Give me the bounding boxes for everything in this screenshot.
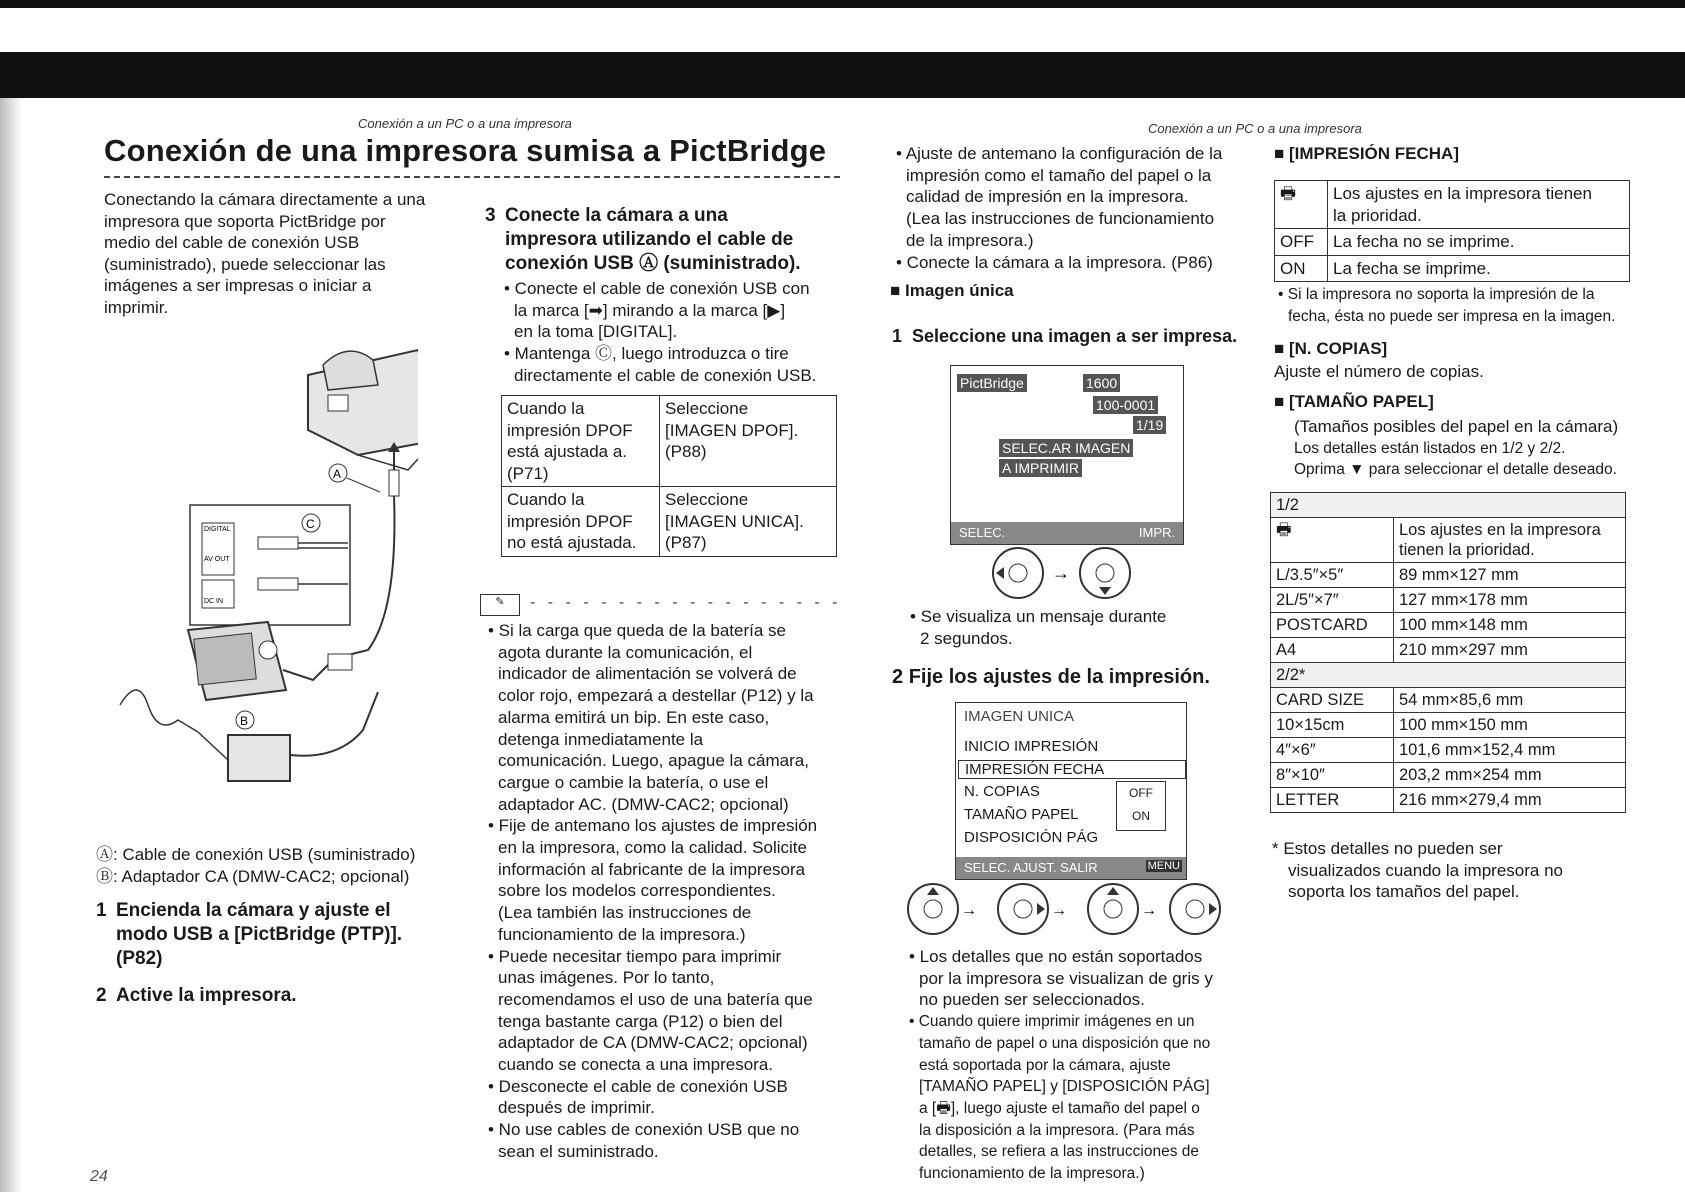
papel-key: POSTCARD: [1271, 613, 1394, 638]
page-indicator: 2/2*: [1271, 663, 1626, 688]
select-message-1: SELEC.AR IMAGEN: [999, 439, 1133, 457]
step-2-left: 2 Active la impresora.: [96, 985, 297, 1006]
fecha-value: La fecha se imprime.: [1328, 255, 1630, 282]
heading-impresion-fecha: ■ [IMPRESIÓN FECHA]: [1274, 144, 1459, 163]
dpof-condition: Cuando la impresión DPOF no está ajustada.: [502, 487, 660, 557]
select-message-2: A IMPRIMIR: [999, 459, 1082, 477]
menu-item: INICIO IMPRESIÓN: [964, 738, 1099, 755]
running-header-left: Conexión a un PC o a una impresora: [358, 116, 572, 131]
dpad-icon: [1170, 884, 1220, 934]
papel-key: A4: [1271, 638, 1394, 663]
port-dcin-label: DC IN: [204, 598, 224, 605]
menu-item: TAMAÑO PAPEL: [964, 806, 1079, 823]
table-row: [502, 487, 837, 557]
dpof-condition: Cuando la impresión DPOF está ajustada a. (P71): [502, 396, 660, 487]
lcd1-note: • Se visualiza un mensaje durante 2 segundos.: [910, 607, 1167, 648]
menu-item-selected: IMPRESIÓN FECHA: [958, 760, 1186, 779]
arrow-icon: →: [961, 902, 977, 919]
fecha-note: • Si la impresora no soporta la impresión de la fecha, ésta no puede ser impresa en la imagen.: [1278, 286, 1616, 325]
dpad-icon: [998, 884, 1048, 934]
papel-footnote: * Estos detalles no pueden ser visualizados cuando la impresora no soporta los tamaños del papel.: [1272, 839, 1563, 901]
table-row: [1275, 229, 1630, 256]
table-row: [1271, 613, 1626, 638]
menu-item: DISPOSICIÓN PÁG: [964, 829, 1099, 846]
list-item: • No use cables de conexión USB que no sean el suministrado.: [488, 1120, 800, 1161]
section-imagen-unica: ■ Imagen única: [890, 281, 1014, 300]
step-3-bullets: • Conecte el cable de conexión USB con la marca [➡] mirando a la marca [▶] en la toma [DIGITAL]. • Mantenga Ⓒ, luego introduzca o tire directamente el cable de conexión USB.: [504, 279, 817, 385]
step-1-left: 1 Encienda la cámara y ajuste el modo USB a [PictBridge (PTP)]. (P82): [96, 900, 403, 969]
page-title: Conexión de una impresora sumisa a PictBridge: [104, 133, 827, 168]
papel-value: 100 mm×150 mm: [1394, 713, 1626, 738]
dpof-action: Seleccione [IMAGEN UNICA]. (P87): [660, 487, 837, 557]
step-1-right: 1 Seleccione una imagen a ser impresa.: [892, 326, 1238, 346]
papel-key: CARD SIZE: [1271, 688, 1394, 713]
list-item: • Cuando quiere imprimir imágenes en un tamaño de papel o una disposición que no está soportada por la cámara, ajuste [TAMAÑO PAPEL] y [DISPOSICIÓN PÁG] a [🖶], luego ajuste el tamaño del papel o la disposición a la impresora. (Para más detalles, se refiera a las instrucciones de funcionamiento de la impresora.): [909, 1013, 1211, 1183]
fecha-table: [1274, 180, 1630, 282]
table-row: [1271, 688, 1626, 713]
table-row: [502, 396, 837, 487]
diagram-label-a: A: [333, 467, 342, 481]
table-row: [1271, 738, 1626, 763]
step-3: 3 Conecte la cámara a una impresora utilizando el cable de conexión USB Ⓐ (suministrado).: [485, 205, 801, 274]
page-edge: [0, 98, 22, 1192]
dpad-icon: [1080, 548, 1130, 598]
image-size: 1600: [1083, 374, 1120, 392]
table-row: [1271, 588, 1626, 613]
dpof-table: [501, 395, 837, 557]
table-row: [1271, 763, 1626, 788]
col3-bottom-notes: [905, 946, 1255, 1185]
dpad-sequence-1: [990, 545, 1140, 601]
papel-key: 4″×6″: [1271, 738, 1394, 763]
list-item: • Los detalles que no están soportados por la impresora se visualizan de gris y no pueden ser seleccionados.: [909, 947, 1213, 1010]
lcd-bottom-bar: SELEC. AJUST. SALIR MENU: [956, 857, 1186, 879]
arrow-icon: →: [1051, 902, 1067, 919]
table-row: [1271, 518, 1626, 563]
papel-key: 🖶: [1271, 518, 1394, 563]
intro-paragraph: Conectando la cámara directamente a una impresora que soporta PictBridge por medio del cable de conexión USB (suministrado), puede seleccionar las imágenes a ser impresas o iniciar a imprimir.: [104, 190, 426, 317]
list-item: • Si la carga que queda de la batería se agota durante la comunicación, el indicador de alimentación se volverá de color rojo, empezará a destellar (P12) y la alarma emitirá un bip. En este caso, detenga inmediatamente la comunicación. Luego, apague la cámara, cargue o cambie la batería, o use el adaptador AC. (DMW-CAC2; opcional): [488, 621, 814, 814]
connection-diagram: [118, 330, 418, 840]
page-number: 24: [90, 1168, 108, 1185]
table-row: [1271, 713, 1626, 738]
prep-bullets: • Ajuste de antemano la configuración de la impresión como el tamaño del papel o la calidad de impresión en la impresora. (Lea las instrucciones de funcionamiento de la impresora.) • Conecte la cámara a la impresora. (P86): [896, 144, 1223, 272]
port-avout-label: AV OUT: [204, 556, 230, 563]
papel-value: 54 mm×85,6 mm: [1394, 688, 1626, 713]
papel-table: [1270, 492, 1626, 813]
list-item: • Puede necesitar tiempo para imprimir unas imágenes. Por lo tanto, recomendamos el uso de una batería que tenga bastante carga (P12) o bien del adaptador de CA (DMW-CAC2; opcional) cuando se conecta a una impresora.: [488, 946, 813, 1075]
top-rule: [0, 0, 1685, 8]
dpad-icon: [908, 884, 958, 934]
fecha-key: ON: [1275, 255, 1328, 282]
papel-value: 210 mm×297 mm: [1394, 638, 1626, 663]
arrow-icon: →: [1052, 563, 1070, 583]
papel-value: 100 mm×148 mm: [1394, 613, 1626, 638]
lcd-screen-menu: [955, 702, 1187, 880]
page-indicator: 1/2: [1271, 493, 1626, 518]
lcd-bottom-bar: SELEC. IMPR.: [951, 522, 1183, 544]
papel-value: Los ajustes en la impresora tienen la prioridad.: [1394, 518, 1626, 563]
heading-tamano-papel: ■ [TAMAÑO PAPEL]: [1274, 392, 1434, 411]
note-divider: - - - - - - - - - - - - - - - - - -: [530, 594, 842, 611]
header-band: [0, 52, 1685, 98]
fecha-key: OFF: [1275, 229, 1328, 256]
dpof-action: Seleccione [IMAGEN DPOF]. (P88): [660, 396, 837, 487]
fecha-value: La fecha no se imprime.: [1328, 229, 1630, 256]
pictbridge-tag: PictBridge: [957, 374, 1027, 392]
copias-text: Ajuste el número de copias.: [1274, 362, 1484, 381]
table-row: [1275, 181, 1630, 229]
title-divider: [104, 176, 840, 178]
lcd-screen-select: [950, 365, 1184, 545]
papel-value: 89 mm×127 mm: [1394, 563, 1626, 588]
arrow-icon: →: [1141, 902, 1157, 919]
table-row: [1271, 788, 1626, 813]
diagram-legend: Ⓐ: Cable de conexión USB (suministrado) Ⓑ: Adaptador CA (DMW-CAC2; opcional): [96, 845, 416, 886]
dpad-icon: [993, 548, 1043, 598]
papel-key: 2L/5″×7″: [1271, 588, 1394, 613]
papel-value: 203,2 mm×254 mm: [1394, 763, 1626, 788]
fecha-key: 🖶: [1275, 181, 1328, 229]
papel-key: LETTER: [1271, 788, 1394, 813]
diagram-label-b: B: [240, 714, 249, 728]
table-row: [1275, 255, 1630, 282]
printer-illustration: [308, 350, 418, 470]
port-digital-label: DIGITAL: [204, 526, 231, 533]
dpad-icon: [1088, 884, 1138, 934]
papel-value: 216 mm×279,4 mm: [1394, 788, 1626, 813]
running-header-right: Conexión a un PC o a una impresora: [1148, 121, 1362, 136]
table-row: [1271, 663, 1626, 688]
file-number: 100-0001: [1093, 396, 1158, 414]
fecha-value: Los ajustes en la impresora tienen la prioridad.: [1328, 181, 1630, 229]
papel-value: 127 mm×178 mm: [1394, 588, 1626, 613]
papel-key: 8″×10″: [1271, 763, 1394, 788]
heading-n-copias: ■ [N. COPIAS]: [1274, 339, 1388, 358]
menu-item: N. COPIAS: [964, 783, 1040, 800]
papel-key: 10×15cm: [1271, 713, 1394, 738]
notes-list: [484, 620, 844, 1163]
menu-item: IMAGEN UNICA: [964, 708, 1075, 725]
table-row: [1271, 563, 1626, 588]
papel-value: 101,6 mm×152,4 mm: [1394, 738, 1626, 763]
list-item: • Desconecte el cable de conexión USB después de imprimir.: [488, 1076, 788, 1118]
papel-description: (Tamaños posibles del papel en la cámara) Los detalles están listados en 1/2 y 2/2. Oprima ▼ para seleccionar el detalle deseado.: [1294, 417, 1619, 478]
camera-illustration: [188, 622, 286, 700]
image-count: 1/19: [1133, 416, 1166, 434]
table-row: [1271, 493, 1626, 518]
note-icon: ✎: [480, 594, 520, 616]
step-2-right: 2 Fije los ajustes de la impresión.: [892, 666, 1210, 688]
list-item: • Fije de antemano los ajustes de impresión en la impresora, como la calidad. Solicite información al fabricante de la impresora sobre los modelos correspondientes. (Lea también las instrucciones de funcionamiento de la impresora.): [488, 816, 818, 944]
option-box: OFF ON: [1116, 781, 1166, 831]
dpad-sequence-2: [905, 880, 1225, 938]
diagram-label-c: C: [306, 517, 315, 531]
papel-key: L/3.5″×5″: [1271, 563, 1394, 588]
table-row: [1271, 638, 1626, 663]
